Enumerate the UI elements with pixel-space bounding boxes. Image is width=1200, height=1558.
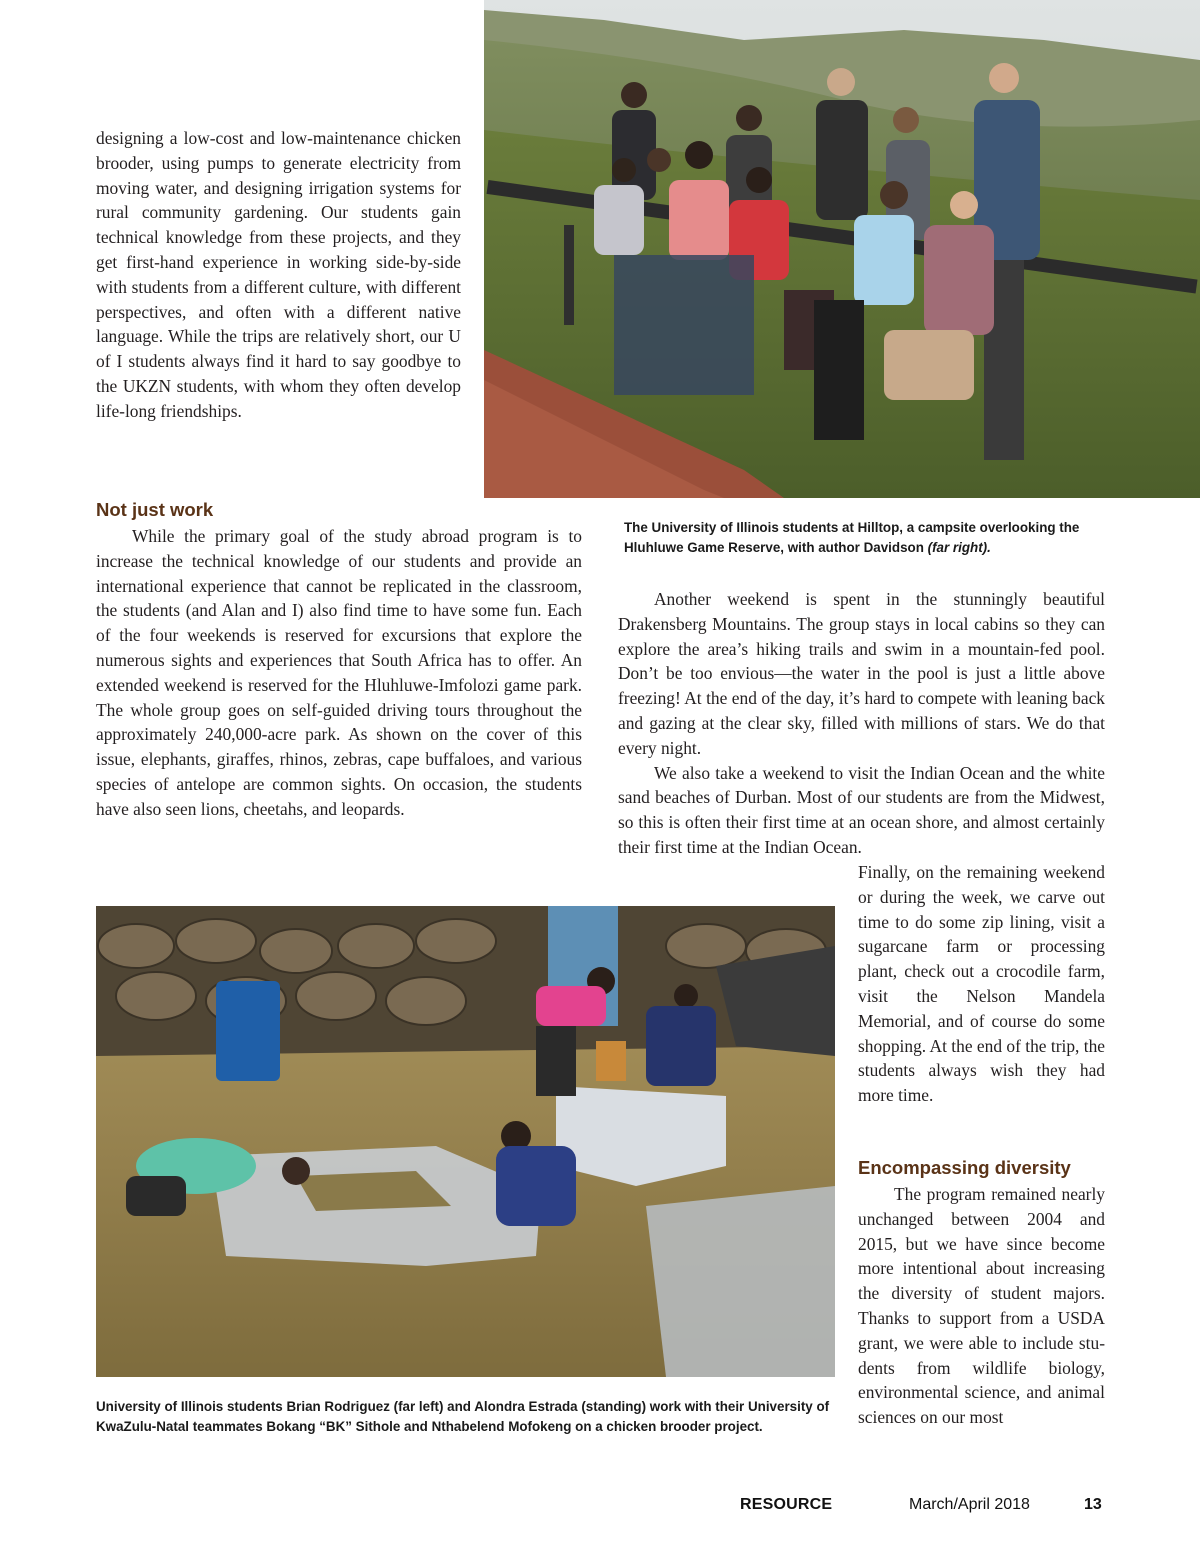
footer-page-number: 13 bbox=[1084, 1496, 1102, 1513]
group-photo-caption bbox=[624, 518, 1110, 558]
group-photo-caption-italic: (far right). bbox=[927, 540, 991, 555]
intro-text: designing a low-cost and low-maintenance chicken brooder, using pumps to generate electricity from moving water, and designing irrigation systems for rural community gardening. Our students gain technical knowledge from these projects, and they get first-hand experience in working side-by-side with students from a different culture, with different perspectives, and often with a different native language. While the trips are relatively short, our U of I students always find it hard to say goodbye to the UKZN students, with whom they often develop life-long friendships. bbox=[96, 128, 461, 421]
intro-paragraph bbox=[96, 126, 461, 424]
brooder-photo-illustration bbox=[96, 906, 835, 1377]
group-photo-illustration bbox=[484, 0, 1200, 498]
footer-issue: March/April 2018 bbox=[909, 1496, 1030, 1513]
brooder-photo bbox=[96, 906, 835, 1377]
heading-not-just-work: Not just work bbox=[96, 499, 214, 520]
footer-magazine: RESOURCE bbox=[740, 1496, 833, 1513]
finally-paragraph-box bbox=[858, 860, 1105, 1108]
brooder-photo-caption: University of Illinois students Brian Rodriguez (far left) and Alondra Estrada (standing) work with their University of KwaZulu-Natal teammates Bokang “BK” Sithole and Nthabelend Mofokeng on a chicken brooder project. bbox=[96, 1399, 830, 1434]
footer bbox=[0, 1496, 1200, 1520]
heading-encompassing-diversity: Encompassing diversity bbox=[858, 1157, 1071, 1178]
diversity-paragraph: The program remained nearly unchanged between 2004 and 2015, but we have since become more intentional about increasing the diversity of student majors. Thanks to support from a USDA grant, we were able to include students from wildlife biology, environmental science, and animal sciences on our most bbox=[858, 1184, 1105, 1428]
finally-paragraph: Finally, on the remaining weekend or during the week, we carve out time to do some zip lining, visit a sugarcane farm or processing plant, check out a crocodile farm, visit the Nelson Mandela Memorial, and of course do some shopping. At the end of the trip, the students always wish they had more time. bbox=[858, 862, 1105, 1106]
durban-paragraph: We also take a weekend to visit the Indian Ocean and the white sand beaches of Durban. Most of our students are from the Midwest, so this is often their first time at an ocean shore, and almost certainly their first time at the Indian Ocean. bbox=[618, 762, 1105, 857]
drakensberg-paragraph: Another weekend is spent in the stunningly beautiful Drakensberg Mountains. The group stays in local cabins so they can explore the area’s hiking trails and swim in a mountain-fed pool. Don’t be too envious—the water in the pool is just a little above freezing! At the end of the day, it’s hard to compete with leaning back and gazing at the clear sky, filled with millions of stars. We do that every night. bbox=[618, 589, 1105, 758]
not-just-work-paragraph bbox=[96, 524, 582, 822]
group-photo-caption-text: The University of Illinois students at Hilltop, a campsite overlooking the Hluhluwe Game Reserve, with author Davidson bbox=[624, 520, 1080, 555]
not-just-work-text: While the primary goal of the study abroad program is to increase the technical knowledge of our students and provide an international experience that cannot be replicated in the classroom, the students (and Alan and I) also find time to have some fun. Each of the four weekends is reserved for excursions that explore the numerous sights and experiences that South Africa has to offer. An extended weekend is reserved for the Hluhluwe-Imfolozi game park. The whole group goes on self-guided driving tours throughout the approximately 240,000-acre park. As shown on the cover of this issue, elephants, giraffes, rhinos, zebras, cape buffaloes, and various species of antelope are common sights. On occasion, the students have also seen lions, cheetahs, and leopards. bbox=[96, 526, 582, 819]
right-column-text bbox=[618, 587, 1105, 860]
group-photo bbox=[484, 0, 1200, 498]
diversity-paragraph-box bbox=[858, 1182, 1105, 1430]
